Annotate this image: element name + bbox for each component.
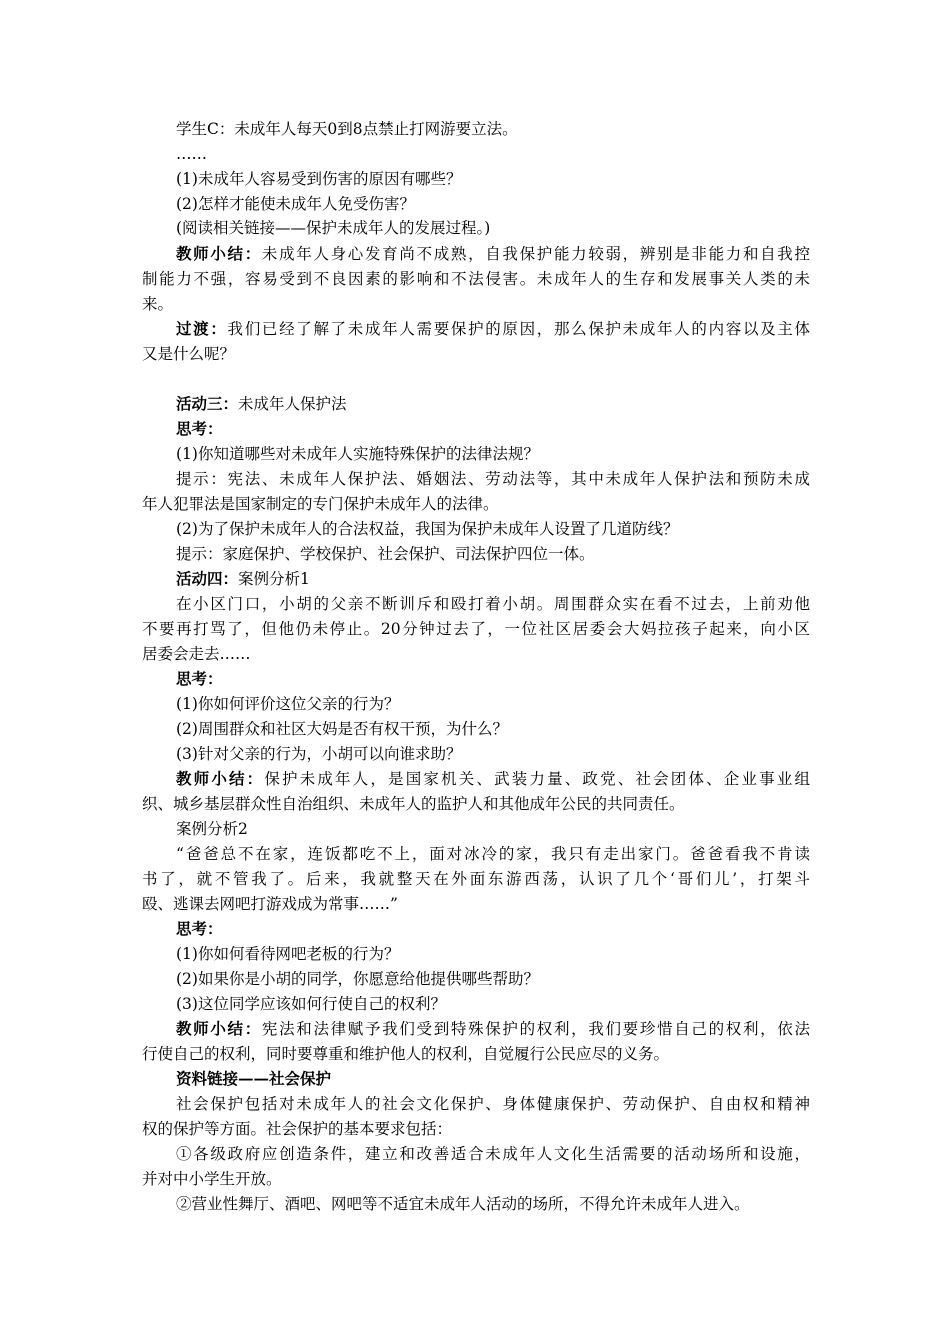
bold-label: 过渡： xyxy=(176,319,228,338)
paragraph-line: 教师小结：宪法和法律赋予我们受到特殊保护的权利，我们要珍惜自己的权利，依法 xyxy=(176,1019,810,1038)
case-text-line: 殴、逃课去网吧打游戏成为常事……” xyxy=(142,895,398,913)
question-line: (1)你如何看待网吧老板的行为？ xyxy=(176,945,400,963)
thinking-heading xyxy=(176,418,810,440)
bold-label: 教师小结： xyxy=(176,244,262,263)
hint-line: 年人犯罪法是国家制定的专门保护未成年人的法律。 xyxy=(142,495,499,513)
question-line: (2)周围群众和社区大妈是否有权干预，为什么？ xyxy=(176,720,508,738)
question-line: (1)你知道哪些对未成年人实施特殊保护的法律法规？ xyxy=(176,445,539,463)
list-item: 并对中小学生开放。 xyxy=(142,1170,282,1188)
bold-label: 思考： xyxy=(176,669,223,688)
bold-label: 思考： xyxy=(176,419,223,438)
paragraph-line: 制能力不强，容易受到不良因素的影响和不法侵害。未成年人的生存和发展事关人类的未 xyxy=(142,270,810,288)
hint-line: 提示：家庭保护、学校保护、社会保护、司法保护四位一体。 xyxy=(176,545,595,563)
paragraph-line: …… xyxy=(176,145,207,163)
hint-line: 提示：宪法、未成年人保护法、婚姻法、劳动法等，其中未成年人保护法和预防未成 xyxy=(176,470,810,488)
question-line: (1)你如何评价这位父亲的行为？ xyxy=(176,695,400,713)
question-line: (2)为了保护未成年人的合法权益，我国为保护未成年人设置了几道防线？ xyxy=(176,520,679,538)
question-line: (3)针对父亲的行为，小胡可以向谁求助？ xyxy=(176,745,462,763)
case-text-line: “爸爸总不在家，连饭都吃不上，面对冰冷的家，我只有走出家门。爸爸看我不肯读 xyxy=(176,845,810,863)
bold-label: 活动三： xyxy=(176,394,239,413)
bold-label: 思考： xyxy=(176,919,223,938)
case-text-line: 书了，就不管我了。后来，我就整天在外面东游西荡，认识了几个‘哥们儿’，打架斗 xyxy=(142,870,810,888)
paragraph-line: 教师小结：未成年人身心发育尚不成熟，自我保护能力较弱，辨别是非能力和自我控 xyxy=(176,244,810,263)
bold-label: 教师小结： xyxy=(176,769,265,788)
paragraph-line: 行使自己的权利，同时要尊重和维护他人的权利，自觉履行公民应尽的义务。 xyxy=(142,1045,670,1063)
case-text-line: 居委会走去…… xyxy=(142,645,251,663)
bold-label: 活动四： xyxy=(176,569,239,588)
paragraph-line: 过渡：我们已经了解了未成年人需要保护的原因，那么保护未成年人的内容以及主体 xyxy=(176,319,810,338)
thinking-heading xyxy=(176,918,810,940)
case-text-line: 在小区门口，小胡的父亲不断训斥和殴打着小胡。周围群众实在看不过去，上前劝他 xyxy=(176,595,810,613)
question-line: (1)未成年人容易受到伤害的原因有哪些？ xyxy=(176,170,462,188)
list-item: ②营业性舞厅、酒吧、网吧等不适宜未成年人活动的场所，不得允许未成年人进入。 xyxy=(176,1195,750,1213)
case-heading: 案例分析2 xyxy=(176,820,248,838)
paragraph-line: 社会保护包括对未成年人的社会文化保护、身体健康保护、劳动保护、自由权和精神 xyxy=(176,1095,810,1113)
paragraph-line: 织、城乡基层群众性自治组织、未成年人的监护人和其他成年公民的共同责任。 xyxy=(142,795,685,813)
paragraph-line: (阅读相关链接——保护未成年人的发展过程。) xyxy=(176,219,491,237)
paragraph-line: 学生C：未成年人每天0到8点禁止打网游要立法。 xyxy=(176,120,518,138)
bold-label: 教师小结： xyxy=(176,1019,262,1038)
section-heading: 活动三：未成年人保护法 xyxy=(176,394,347,413)
case-text-line: 不要再打骂了，但他仍未停止。20分钟过去了，一位社区居委会大妈拉孩子起来，向小区 xyxy=(142,620,810,638)
thinking-heading xyxy=(176,668,810,690)
paragraph-line: 权的保护等方面。社会保护的基本要求包括： xyxy=(142,1120,453,1138)
question-line: (3)这位同学应该如何行使自己的权利？ xyxy=(176,995,446,1013)
paragraph-line: 又是什么呢？ xyxy=(142,345,236,363)
list-item: ①各级政府应创造条件，建立和改善适合未成年人文化生活需要的活动场所和设施， xyxy=(176,1145,810,1163)
question-line: (2)如果你是小胡的同学，你愿意给他提供哪些帮助？ xyxy=(176,970,539,988)
section-heading xyxy=(176,1068,810,1090)
section-heading: 活动四：案例分析1 xyxy=(176,569,310,588)
paragraph-line: 来。 xyxy=(142,295,174,313)
question-line: (2)怎样才能使未成年人免受伤害？ xyxy=(176,195,415,213)
paragraph-line: 教师小结：保护未成年人，是国家机关、武装力量、政党、社会团体、企业事业组 xyxy=(176,769,810,788)
bold-label: 资料链接——社会保护 xyxy=(176,1069,332,1088)
